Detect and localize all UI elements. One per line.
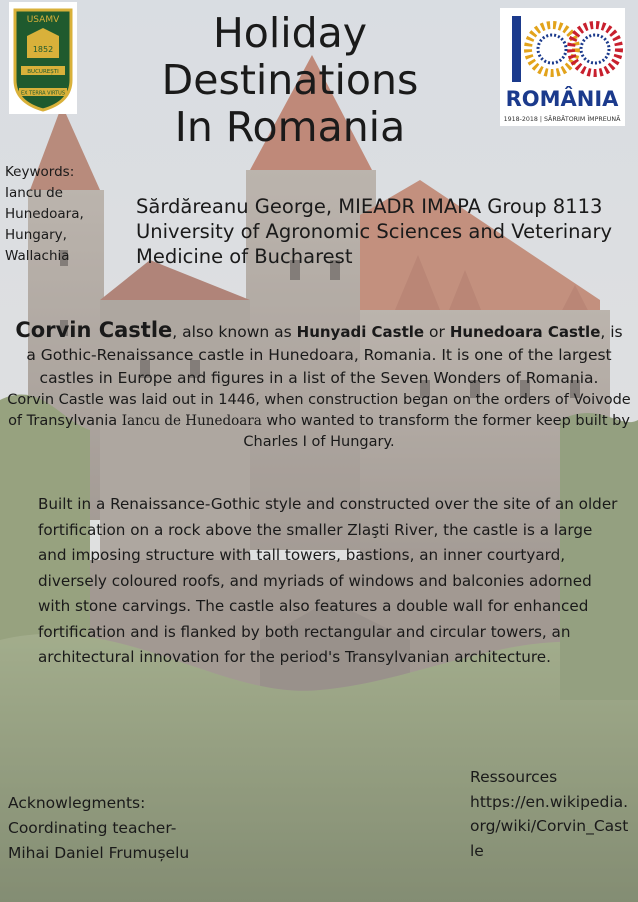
intro-text: , also known as: [172, 323, 297, 341]
svg-text:USAMV: USAMV: [26, 15, 60, 25]
castle-alias-hunyadi: Hunyadi Castle: [296, 323, 425, 341]
intro-paragraph: [6, 318, 632, 453]
acknowledgments-name: Mihai Daniel Frumușelu: [8, 844, 190, 862]
intro-text: or: [424, 323, 450, 341]
author-affiliation: Sărdăreanu George, MIEADR IMAPA Group 8113 University of Agronomic Sciences and Veterinary Medicine of Bucharest: [136, 195, 613, 268]
castle-name: Corvin Castle: [15, 318, 173, 342]
voivode-name: Iancu de Hunedoara: [121, 413, 262, 429]
description-paragraph: Built in a Renaissance-Gothic style and constructed over the site of an older fortification on a rock above the smaller Zlaşti River, the castle is a large and imposing structure with tall towers, bastions, an inner courtyard, diversely coloured roofs, and myriads of windows and balconies adorned with stone carvings. The castle also features a double wall for enhanced fortification and is flanked by both rectangular and circular towers, an architectural innovation for the period's Transylvanian architecture.: [38, 495, 618, 666]
intro-history-text: Corvin Castle was laid out in 1446, when construction began on the orders of Voivode of Transylvania: [7, 392, 631, 429]
intro-text: , is: [600, 323, 623, 341]
svg-text:1852: 1852: [32, 45, 54, 54]
svg-text:EX TERRA VIRTUS: EX TERRA VIRTUS: [20, 90, 66, 97]
keywords-list: Iancu de Hunedoara, Hungary, Wallachia: [5, 185, 84, 264]
keywords-label: Keywords:: [5, 164, 75, 180]
intro-history-text: who wanted to transform the former keep built by Charles I of Hungary.: [243, 413, 630, 450]
usamv-logo: [9, 2, 77, 114]
acknowledgments-block: [8, 791, 248, 866]
castle-alias-hunedoara: Hunedoara Castle: [449, 323, 601, 341]
acknowledgments-label: Acknowlegments:: [8, 794, 146, 812]
poster-title: Holiday Destinations In Romania: [161, 9, 419, 151]
intro-line-2: a Gothic-Renaissance castle in Hunedoara, Romania. It is one of the largest castles in Europe and figures in a list of the Seven Wonders of Romania.: [26, 346, 612, 387]
resources-link[interactable]: https://en.wikipedia.org/wiki/Corvin_Castle: [470, 792, 629, 860]
intro-line-1: [6, 318, 632, 344]
romania-centenary-logo: [500, 8, 625, 126]
acknowledgments-role: Coordinating teacher-: [8, 819, 177, 837]
keywords-block: [5, 162, 89, 267]
resources-label: Ressources: [470, 768, 558, 786]
svg-text:ROMÂNIA: ROMÂNIA: [505, 87, 619, 111]
resources-block: [470, 765, 630, 863]
intro-line-3: [6, 390, 632, 453]
svg-text:BUCUREȘTI: BUCUREȘTI: [27, 69, 59, 75]
svg-text:1918-2018 | SĂRBĂTORIM ÎMPREUN: 1918-2018 | SĂRBĂTORIM ÎMPREUNĂ: [503, 116, 621, 123]
